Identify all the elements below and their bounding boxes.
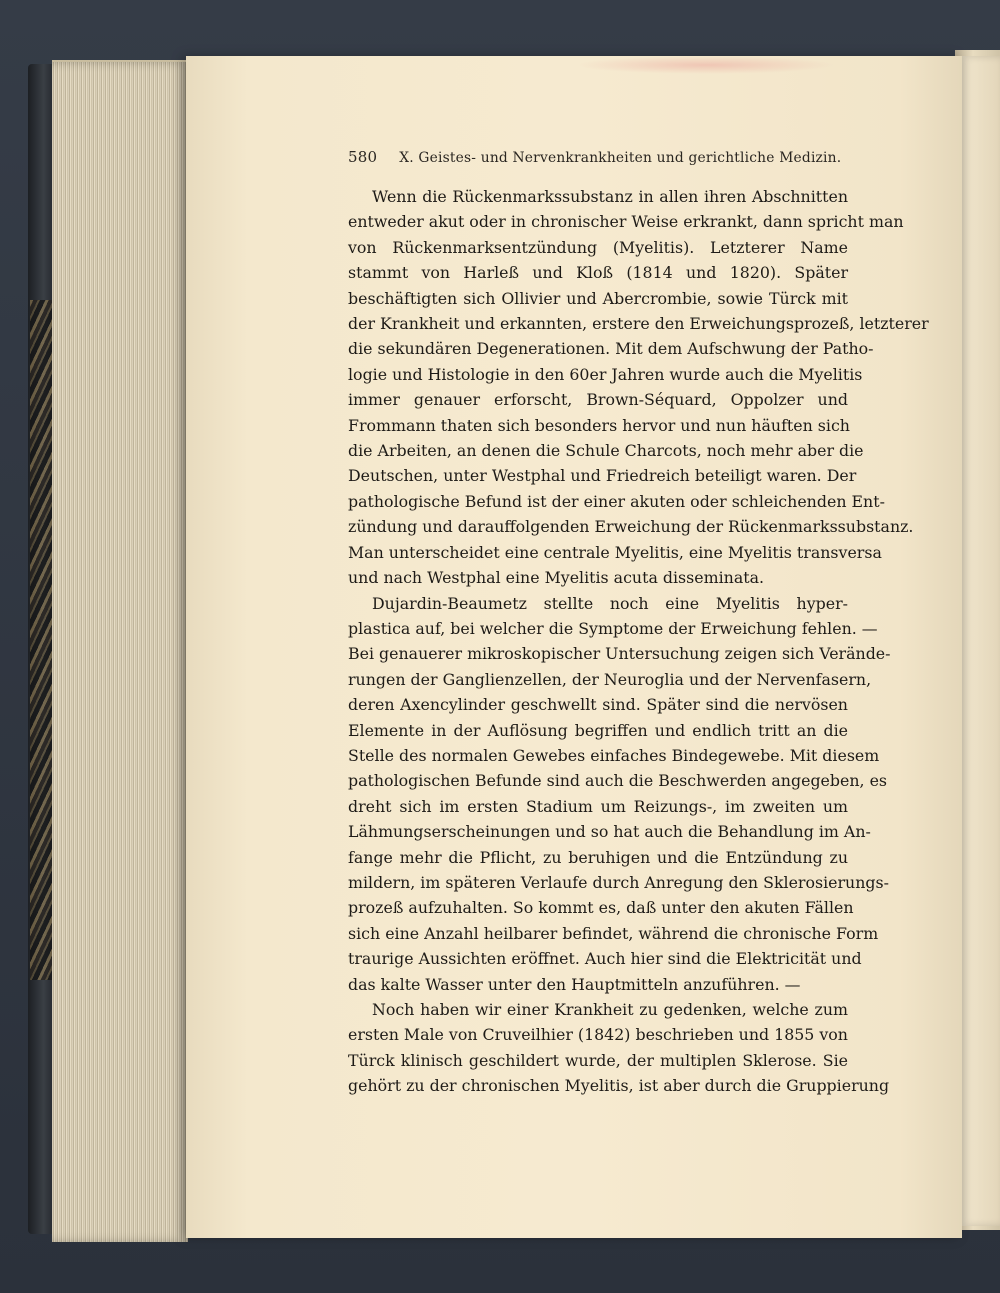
text-line: pathologische Befund ist der einer akuten oder schleichenden Ent- xyxy=(348,491,885,511)
next-page-edge xyxy=(962,56,1000,1226)
page-text xyxy=(348,148,929,1099)
page-edges xyxy=(52,60,188,1242)
text-line: Lähmungserscheinungen und so hat auch die Behandlung im An- xyxy=(348,822,871,842)
text-line: beschäftigten sich Ollivier und Abercrombie, sowie Türck mit xyxy=(348,288,848,308)
text-line: der Krankheit und erkannten, erstere den Erweichungsprozeß, letzterer xyxy=(348,314,929,334)
text-line: gehört zu der chronischen Myelitis, ist aber durch die Gruppierung xyxy=(348,1076,890,1096)
page-number: 580 xyxy=(348,148,378,166)
text-line: entweder akut oder in chronischer Weise erkrankt, dann spricht man xyxy=(348,212,904,232)
text-line: Bei genauerer mikroskopischer Untersuchung zeigen sich Verände- xyxy=(348,644,891,664)
text-line: Dujardin-Beaumetz stellte noch eine Myelitis hyper- xyxy=(372,593,848,613)
text-line: Stelle des normalen Gewebes einfaches Bindegewebe. Mit diesem xyxy=(348,745,880,765)
text-line: die sekundären Degenerationen. Mit dem Aufschwung der Patho- xyxy=(348,339,874,359)
text-line: Deutschen, unter Westphal und Friedreich beteiligt waren. Der xyxy=(348,466,857,486)
paragraph xyxy=(348,997,890,1099)
text-line: mildern, im späteren Verlaufe durch Anregung den Sklerosierungs- xyxy=(348,872,889,892)
text-line: zündung und darauffolgenden Erweichung der Rückenmarkssubstanz. xyxy=(348,517,914,537)
text-line: fange mehr die Pflicht, zu beruhigen und die Entzündung zu xyxy=(348,847,848,867)
paragraph xyxy=(348,591,891,998)
text-line: Wenn die Rückenmarkssubstanz in allen ihren Abschnitten xyxy=(372,187,848,206)
running-header xyxy=(348,148,848,166)
text-line: sich eine Anzahl heilbarer befindet, während die chronische Form xyxy=(348,923,879,943)
book-page xyxy=(186,56,962,1238)
text-line: pathologischen Befunde sind auch die Beschwerden angegeben, es xyxy=(348,771,888,791)
text-line: deren Axencylinder geschwellt sind. Später sind die nervösen xyxy=(348,695,848,715)
text-line: logie und Histologie in den 60er Jahren wurde auch die Myelitis xyxy=(348,364,863,384)
text-line: Türck klinisch geschildert wurde, der multiplen Sklerose. Sie xyxy=(348,1050,848,1070)
text-line: immer genauer erforscht, Brown-Séquard, Oppolzer und xyxy=(348,390,848,410)
text-line: dreht sich im ersten Stadium um Reizungs-, im zweiten um xyxy=(348,796,848,816)
text-line: traurige Aussichten eröffnet. Auch hier sind die Elektricität und xyxy=(348,949,862,969)
text-line: und nach Westphal eine Myelitis acuta disseminata. xyxy=(348,568,765,588)
text-line: das kalte Wasser unter den Hauptmitteln anzuführen. — xyxy=(348,974,801,994)
text-line: Frommann thaten sich besonders hervor und nun häuften sich xyxy=(348,415,850,435)
paragraph xyxy=(348,184,929,591)
text-line: Elemente in der Auflösung begriffen und endlich tritt an die xyxy=(348,720,848,740)
text-line: plastica auf, bei welcher die Symptome der Erweichung fehlen. — xyxy=(348,618,878,638)
text-line: prozeß aufzuhalten. So kommt es, daß unter den akuten Fällen xyxy=(348,898,854,918)
text-line: ersten Male von Cruveilhier (1842) beschrieben und 1855 von xyxy=(348,1025,848,1045)
chapter-title: X. Geistes- und Nervenkrankheiten und gerichtliche Medizin. xyxy=(399,150,842,166)
text-line: die Arbeiten, an denen die Schule Charcots, noch mehr aber die xyxy=(348,441,864,461)
text-line: Man unterscheidet eine centrale Myelitis, eine Myelitis transversa xyxy=(348,542,882,562)
text-line: rungen der Ganglienzellen, der Neuroglia und der Nervenfasern, xyxy=(348,669,872,689)
text-line: stammt von Harleß und Kloß (1814 und 1820). Später xyxy=(348,263,848,283)
marbled-endpaper xyxy=(30,300,52,980)
text-line: von Rückenmarksentzündung (Myelitis). Letzterer Name xyxy=(348,237,848,257)
text-line: Noch haben wir einer Krankheit zu gedenken, welche zum xyxy=(372,1000,848,1019)
